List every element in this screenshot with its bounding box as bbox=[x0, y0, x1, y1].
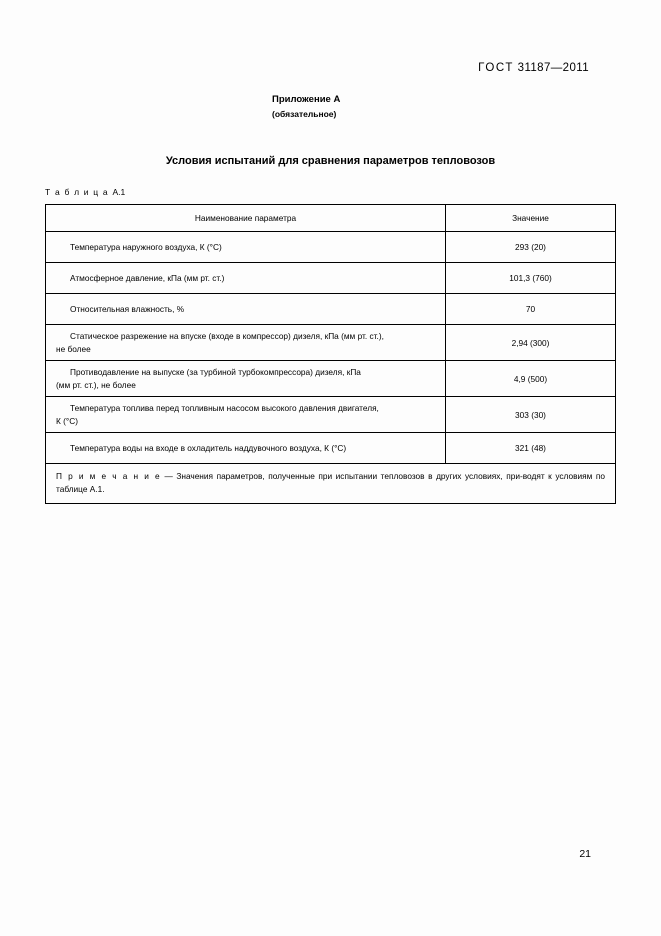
table-note-text: — Значения параметров, полученные при испытании тепловозов в других условиях, при-водят к условиям по таблице А.1. bbox=[56, 471, 605, 494]
table-row bbox=[46, 263, 616, 294]
parameter-name bbox=[46, 433, 446, 464]
column-header-parameter: Наименование параметра bbox=[46, 205, 446, 232]
table-note bbox=[46, 464, 616, 504]
parameter-value: 70 bbox=[446, 294, 616, 325]
page-title: Условия испытаний для сравнения параметров тепловозов bbox=[165, 155, 496, 167]
parameter-value: 2,94 (300) bbox=[446, 325, 616, 361]
parameters-table bbox=[45, 204, 616, 504]
appendix-subtitle: (обязательное) bbox=[272, 109, 337, 119]
table-row bbox=[46, 232, 616, 263]
appendix-title: Приложение А bbox=[272, 94, 341, 105]
table-caption-prefix: Т а б л и ц а bbox=[45, 187, 113, 197]
table-note-lead: П р и м е ч а н и е bbox=[56, 471, 161, 481]
parameter-name bbox=[46, 232, 446, 263]
parameter-name-line2: К (°С) bbox=[56, 415, 78, 426]
parameter-name-line1: Температура наружного воздуха, К (°С) bbox=[70, 241, 222, 252]
parameter-name-line2: (мм рт. ст.), не более bbox=[56, 379, 136, 390]
table-note-row bbox=[46, 464, 616, 504]
table-row bbox=[46, 361, 616, 397]
table-header-row bbox=[46, 205, 616, 232]
parameter-name bbox=[46, 325, 446, 361]
table-row bbox=[46, 325, 616, 361]
appendix-heading bbox=[272, 92, 340, 122]
standard-number: 31187—2011 bbox=[514, 62, 589, 74]
page-number: 21 bbox=[579, 848, 591, 860]
parameter-value: 4,9 (500) bbox=[446, 361, 616, 397]
table-row bbox=[46, 397, 616, 433]
parameter-name bbox=[46, 294, 446, 325]
table-row bbox=[46, 433, 616, 464]
parameter-name-line1: Атмосферное давление, кПа (мм рт. ст.) bbox=[70, 272, 225, 283]
parameter-value: 293 (20) bbox=[446, 232, 616, 263]
column-header-value: Значение bbox=[446, 205, 616, 232]
parameter-name bbox=[46, 361, 446, 397]
parameter-name bbox=[46, 263, 446, 294]
parameter-value: 321 (48) bbox=[446, 433, 616, 464]
parameter-name-line1: Температура воды на входе в охладитель наддувочного воздуха, К (°С) bbox=[70, 442, 347, 453]
parameter-name-line1: Противодавление на выпуске (за турбиной турбокомпрессора) дизеля, кПа bbox=[70, 367, 361, 377]
standard-label: ГОСТ bbox=[478, 62, 515, 74]
table-caption-number: А.1 bbox=[112, 187, 126, 197]
parameter-value: 303 (30) bbox=[446, 397, 616, 433]
document-standard-header bbox=[478, 62, 589, 74]
parameter-value: 101,3 (760) bbox=[446, 263, 616, 294]
parameter-name-line2: не более bbox=[56, 343, 91, 354]
parameter-name-line1: Статическое разрежение на впуске (входе в компрессор) дизеля, кПа (мм рт. ст.), bbox=[70, 331, 384, 341]
parameter-name-line1: Относительная влажность, % bbox=[70, 303, 185, 314]
table-row bbox=[46, 294, 616, 325]
parameter-name-line1: Температура топлива перед топливным насосом высокого давления двигателя, bbox=[70, 403, 379, 413]
parameter-name bbox=[46, 397, 446, 433]
table-caption bbox=[45, 187, 125, 197]
